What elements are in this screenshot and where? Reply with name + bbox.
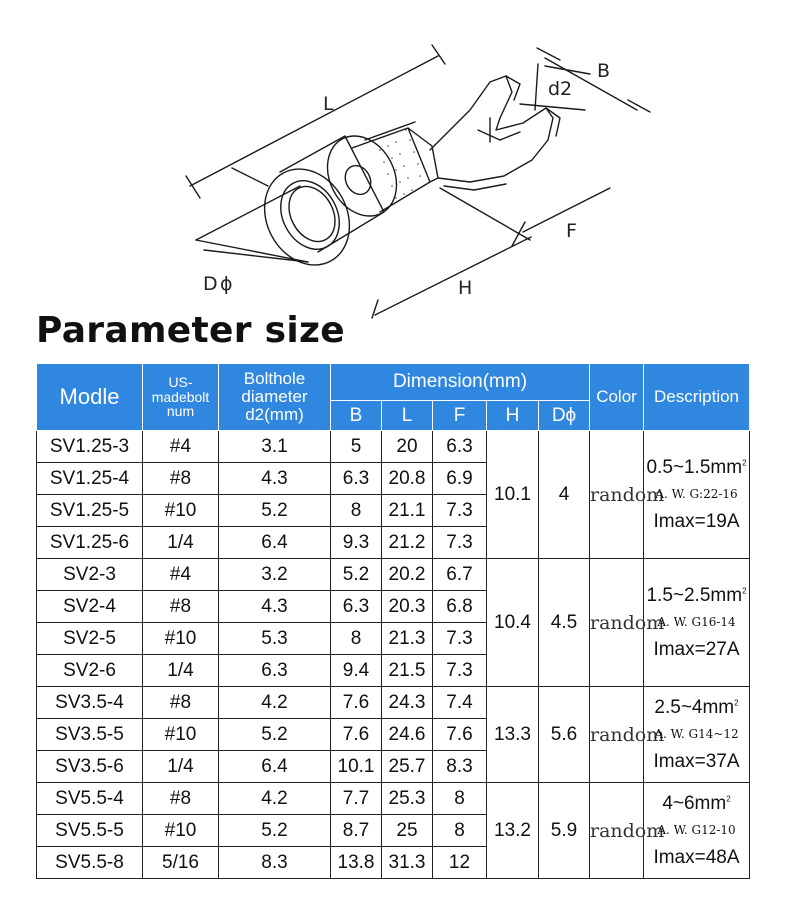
f-cell: 12 [433,847,487,879]
bolt-num-cell: #4 [143,431,219,463]
bolthole-cell: 6.4 [219,527,331,559]
bolthole-cell: 3.2 [219,559,331,591]
bolthole-cell: 5.3 [219,623,331,655]
bolt-num-cell: #8 [143,783,219,815]
d-phi-cell: 4 [539,431,590,559]
header-d-phi: Dϕ [539,401,590,431]
bolthole-cell: 4.3 [219,463,331,495]
model-cell: SV2-3 [37,559,143,591]
table-row [37,431,750,463]
l-cell: 21.1 [382,495,433,527]
awg-range: A. W. G14~12 [654,727,739,741]
bolt-num-cell: #8 [143,687,219,719]
f-cell: 6.3 [433,431,487,463]
model-cell: SV3.5-4 [37,687,143,719]
description-cell [644,783,750,879]
wire-area: $0.5\sim 1.5mm^2$ [646,456,747,478]
table-header [37,364,750,431]
l-cell: 21.2 [382,527,433,559]
label-h: H [458,277,473,299]
l-cell: 21.3 [382,623,433,655]
f-cell: 7.3 [433,495,487,527]
model-cell: SV2-4 [37,591,143,623]
label-f: F [566,220,577,242]
model-cell: SV1.25-5 [37,495,143,527]
l-cell: 25.7 [382,751,433,783]
table-row [37,687,750,719]
label-d: D [203,273,218,295]
bolthole-cell: 4.2 [219,783,331,815]
header-f: F [433,401,487,431]
l-cell: 24.6 [382,719,433,751]
model-cell: SV5.5-4 [37,783,143,815]
bolt-num-cell: 5/16 [143,847,219,879]
awg-range: A. W. G16-14 [657,615,736,629]
l-cell: 25 [382,815,433,847]
model-cell: SV1.25-6 [37,527,143,559]
b-cell: 7.7 [331,783,382,815]
bolthole-cell: 5.2 [219,719,331,751]
model-cell: SV5.5-5 [37,815,143,847]
bolthole-cell: 8.3 [219,847,331,879]
l-cell: 24.3 [382,687,433,719]
color-cell: random [590,431,644,559]
h-cell: 10.4 [487,559,539,687]
header-l: L [382,401,433,431]
h-cell: 13.3 [487,687,539,783]
parameter-table [36,363,750,879]
awg-range: A. W. G12-10 [657,823,736,837]
header-us-bolt: US- madebolt num [143,364,219,431]
header-bolthole: Bolthole diameter d2(mm) [219,364,331,431]
label-phi: ϕ [220,273,233,295]
imax-value: Imax=27A [653,639,740,660]
bolt-num-cell: #10 [143,815,219,847]
h-cell: 10.1 [487,431,539,559]
b-cell: 7.6 [331,719,382,751]
bolthole-cell: 3.1 [219,431,331,463]
imax-value: Imax=37A [653,751,740,772]
f-cell: 8 [433,783,487,815]
bolt-num-cell: 1/4 [143,751,219,783]
l-cell: 20 [382,431,433,463]
description-cell [644,431,750,559]
b-cell: 6.3 [331,463,382,495]
bolt-num-cell: #10 [143,719,219,751]
header-description: Description [644,364,750,431]
d-phi-cell: 4.5 [539,559,590,687]
l-cell: 20.8 [382,463,433,495]
l-cell: 31.3 [382,847,433,879]
l-cell: 20.3 [382,591,433,623]
model-cell: SV3.5-6 [37,751,143,783]
b-cell: 13.8 [331,847,382,879]
dimension-line-h [375,237,531,315]
wire-area: $1.5\sim 2.5mm^2$ [646,584,747,606]
description-cell [644,687,750,783]
table-row [37,559,750,591]
l-cell: 20.2 [382,559,433,591]
header-b: B [331,401,382,431]
bolt-num-cell: #8 [143,463,219,495]
b-cell: 9.4 [331,655,382,687]
bolthole-cell: 4.3 [219,591,331,623]
b-cell: 5 [331,431,382,463]
bolt-num-cell: #10 [143,623,219,655]
f-cell: 7.3 [433,623,487,655]
bolt-num-cell: #8 [143,591,219,623]
l-cell: 21.5 [382,655,433,687]
b-cell: 9.3 [331,527,382,559]
label-b: B [597,60,611,82]
header-color: Color [590,364,644,431]
label-l: L [323,93,334,115]
bolt-num-cell: 1/4 [143,527,219,559]
bolthole-cell: 5.2 [219,815,331,847]
wire-area: $4\sim 6mm^2$ [662,792,731,814]
insulation-sleeve [352,128,430,212]
table-body [37,431,750,879]
f-cell: 7.4 [433,687,487,719]
label-d2: d2 [548,78,573,100]
barrel-front-ring [248,154,366,280]
bolt-num-cell: #4 [143,559,219,591]
f-cell: 6.9 [433,463,487,495]
bolthole-cell: 6.4 [219,751,331,783]
f-cell: 7.3 [433,655,487,687]
bolthole-cell: 5.2 [219,495,331,527]
spade-terminal-diagram [0,0,790,320]
model-cell: SV2-5 [37,623,143,655]
bolthole-cell: 6.3 [219,655,331,687]
l-cell: 25.3 [382,783,433,815]
f-cell: 8 [433,815,487,847]
b-cell: 8.7 [331,815,382,847]
header-h: H [487,401,539,431]
page-title: Parameter size [36,310,345,351]
bolt-num-cell: 1/4 [143,655,219,687]
wire-area: $2.5\sim 4mm^2$ [654,696,739,718]
header-dimension: Dimension(mm) [331,364,590,401]
b-cell: 8 [331,623,382,655]
table-row [37,783,750,815]
b-cell: 6.3 [331,591,382,623]
dimension-line-d2 [535,64,538,110]
fork-tongue [430,76,553,182]
bolt-num-cell: #10 [143,495,219,527]
awg-range: A. W. G:22-16 [655,487,738,501]
b-cell: 7.6 [331,687,382,719]
color-cell: random [590,783,644,879]
b-cell: 8 [331,495,382,527]
description-cell [644,559,750,687]
sleeve-texture [379,129,421,199]
f-cell: 7.6 [433,719,487,751]
bolthole-cell: 4.2 [219,687,331,719]
model-cell: SV1.25-3 [37,431,143,463]
model-cell: SV3.5-5 [37,719,143,751]
model-cell: SV1.25-4 [37,463,143,495]
b-cell: 5.2 [331,559,382,591]
f-cell: 6.7 [433,559,487,591]
f-cell: 6.8 [433,591,487,623]
f-cell: 7.3 [433,527,487,559]
color-cell: random [590,559,644,687]
model-cell: SV5.5-8 [37,847,143,879]
model-cell: SV2-6 [37,655,143,687]
imax-value: Imax=19A [653,511,740,532]
d-phi-cell: 5.9 [539,783,590,879]
imax-value: Imax=48A [653,847,740,868]
d-phi-cell: 5.6 [539,687,590,783]
f-cell: 8.3 [433,751,487,783]
header-model: Modle [37,364,143,431]
b-cell: 10.1 [331,751,382,783]
h-cell: 13.2 [487,783,539,879]
dimension-line-l [190,56,438,186]
color-cell: random [590,687,644,783]
dimension-line-d [196,186,300,240]
